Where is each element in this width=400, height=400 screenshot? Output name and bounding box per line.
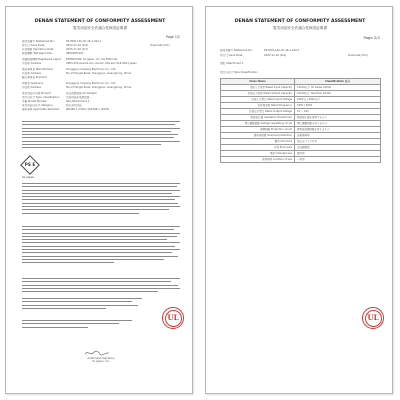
field-label: 発行日 Issue Date [22, 44, 45, 47]
table-cell: 差込みプラグ付き [295, 139, 381, 145]
table-cell: 一般用 [295, 157, 381, 163]
field-label: 証明書番号 Statement No. [220, 49, 253, 52]
field-label: 申請者 Applicant [22, 82, 43, 85]
table-cell: 用途 Intended use [221, 151, 295, 157]
field-value: Dongguan Xinpeng Electronic Co., Ltd. [66, 68, 117, 71]
field-label: 電気用品の区分 Category [22, 104, 53, 107]
table-cell: 絶縁変圧器を使用するもの [295, 115, 381, 121]
table-cell: 定格入力電圧 Rated Input Voltage [221, 97, 295, 103]
notes-paragraph-4 [22, 298, 142, 311]
document-subtitle: 電気用品安全法適合性検査証明書 [273, 26, 327, 30]
pse-caption: UL Japan [22, 175, 35, 179]
field-label: 別紙 Attachment 1 [220, 62, 244, 65]
table-cell: 使用場所 Location of use [221, 157, 295, 163]
table-cell: 自動復帰型 [295, 133, 381, 139]
classification-table [220, 78, 381, 163]
signature-block [66, 357, 136, 363]
pse-diamond-mark [20, 155, 40, 175]
table-cell: 構造 Structure [221, 139, 295, 145]
notes-paragraph-1 [22, 183, 180, 216]
table-cell: 過電流保護回路を有するもの [295, 127, 381, 133]
field-value: PS-HDH-12b-3C-16-1-001-1 [66, 40, 102, 43]
field-label: 検査機関 Test Report No. [22, 52, 53, 55]
field-value: J60950-1 (H29) / J62368-1 (2020) [66, 108, 110, 111]
field-label: 輸入事業者 Importer [22, 76, 48, 79]
table-cell: 100V以上300V以下 [295, 97, 381, 103]
field-extra: Duplicate (ICC) [348, 54, 368, 57]
field-value: PS-HDH-12b-3C-16-1-001-1 [264, 49, 300, 52]
field-value: See Attachment 1 [66, 100, 90, 103]
field-value: EXEMPTION; UL Japan, Inc. Ise EMC Lab. [66, 58, 118, 61]
table-header: Class Items [221, 79, 295, 85]
field-label: 型番 Model Number [22, 100, 48, 103]
signatory-company: UL Japan, Inc. [92, 360, 110, 363]
conformity-paragraph [22, 121, 180, 151]
table-cell: 5V ~ 24V [295, 109, 381, 115]
signatory-label: Authorized Signatory [87, 357, 115, 360]
field-value: 4383-326 Asama-cho, Ise-shi, Mie-ken 516-0021 Japan [66, 62, 137, 65]
field-label: 証明書番号 Statement No. [22, 40, 55, 43]
table-cell: 定格出力電圧 Rated Output Voltage [221, 109, 295, 115]
field-label: 型式の区分 Type Classification [220, 71, 258, 74]
notes-paragraph-3 [22, 278, 180, 294]
field-value: 特定電気用品 [66, 104, 82, 107]
table-cell: 屋内用 [295, 151, 381, 157]
certificate-page-2 [205, 6, 393, 394]
field-extra: Duplicate (ICC) [150, 44, 170, 47]
field-label: 所在地 Address [22, 72, 41, 75]
table-cell: 100VA以下 less than 100VA [295, 91, 381, 97]
table-cell: 電圧調整回路を有するもの [295, 121, 381, 127]
table-header: Classification 区分 [295, 79, 381, 85]
field-value: 2025-11-02 (R-7) [66, 48, 89, 51]
document-title: DENAN STATEMENT OF CONFORMITY ASSESSMENT [34, 19, 166, 24]
table-cell: 過負荷保護 Overload protection [221, 133, 295, 139]
table-cell: 定格入力容量 Rated Input Capacity [221, 85, 295, 91]
table-cell: 100VA以下 VA below 100VA [295, 85, 381, 91]
notes-paragraph-2 [22, 226, 180, 266]
ul-logo [362, 307, 384, 329]
certificate-page-1 [5, 6, 193, 394]
field-value: 交流用直流電源装置 [66, 96, 90, 99]
field-label: 型式の区分 Type classification [22, 96, 60, 99]
field-label: 所在地 Address [22, 62, 41, 65]
field-label: 適用基準 Applicable Standard [22, 108, 60, 111]
page-number: Page 2/2 [363, 35, 380, 40]
field-value: No.13 Fengle Road, Dongguan, Guangdong, China [66, 86, 132, 89]
ul-logo [162, 307, 184, 329]
field-label: 製造事業者 Manufacturer [22, 68, 54, 71]
field-label: 発行日 Issue Date [220, 54, 243, 57]
field-label: 所在地 Address [22, 86, 41, 89]
signature-scribble [84, 350, 110, 356]
table-cell: 保護回路 Protection circuit [221, 127, 295, 133]
pse-mark-text: PS E [24, 162, 36, 167]
ul-logo-text: UL [367, 313, 379, 322]
field-value: Dongguan Xinpeng Electronic Co., Ltd. [66, 82, 117, 85]
field-label: 有効期限 Expiration Date [22, 48, 54, 51]
table-cell: 定格周波数 Rated Frequency [221, 103, 295, 109]
table-row [221, 157, 381, 163]
field-value: No.13 Fengle Road, Dongguan, Guangdong, China [66, 72, 132, 75]
field-label: 電気用品の名称 Product [22, 92, 51, 95]
table-cell: 定格出力容量 Rated Output Capacity [221, 91, 295, 97]
page-number: Page 1/2 [166, 35, 180, 39]
table-cell: 絶縁変圧器 Insulation Transformer [221, 115, 295, 121]
document-subtitle: 電気用品安全法適合性検査証明書 [73, 26, 127, 30]
table-cell: 合成樹脂製 [295, 145, 381, 151]
field-value: 4890485-001 [66, 52, 84, 55]
notes-paragraph-5 [22, 320, 132, 330]
table-cell: 50Hz / 60Hz [295, 103, 381, 109]
table-cell: 電圧調整回路 Voltage regulating circuit [221, 121, 295, 127]
ul-logo-text: UL [167, 313, 179, 322]
field-value: 直流電源装置 AC Adapter [66, 92, 98, 95]
table-cell: 外郭 Enclosure [221, 145, 295, 151]
field-value: 2022-11-02 (R-4) [264, 54, 287, 57]
field-label: 登録検査機関 Registered Agent [22, 58, 61, 61]
document-title: DENAN STATEMENT OF CONFORMITY ASSESSMENT [234, 19, 366, 24]
field-value: 2022-11-02 (R-4) [66, 44, 89, 47]
